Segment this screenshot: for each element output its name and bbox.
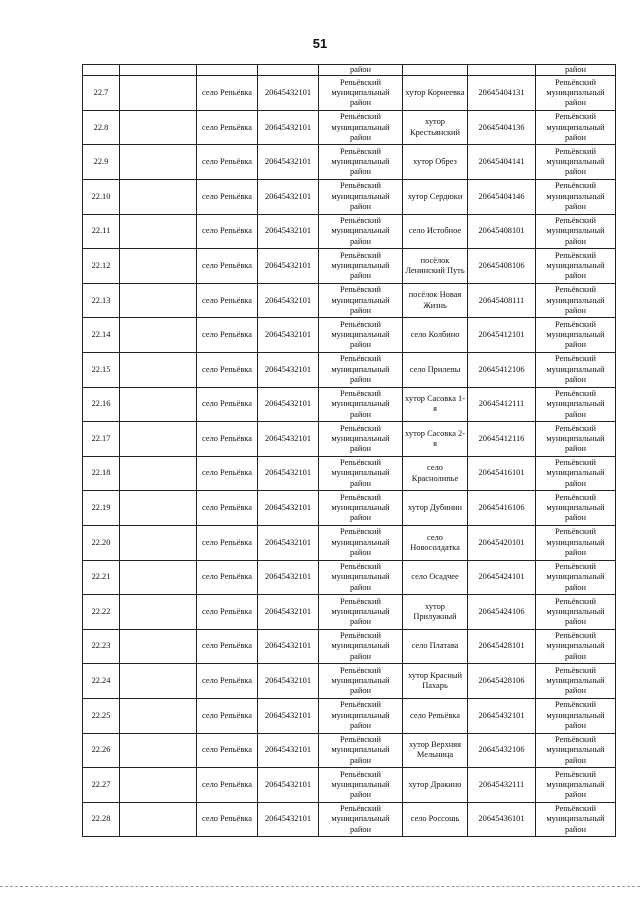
cell-settlement: село Репьёвка xyxy=(197,456,258,491)
cell-no: 22.18 xyxy=(83,456,120,491)
cell-empty xyxy=(120,353,197,388)
page-bottom-divider xyxy=(0,886,640,887)
cell-empty xyxy=(120,802,197,837)
cell-settlement: село Репьёвка xyxy=(197,629,258,664)
cell-empty xyxy=(120,76,197,111)
cell-locality-code: 20645408111 xyxy=(468,283,536,318)
table-row xyxy=(83,353,616,388)
cell-locality: село Новосолдатка xyxy=(403,526,468,561)
cell-empty xyxy=(120,491,197,526)
cell-district: Репьёвский муниципальный район xyxy=(319,387,403,422)
cell-empty xyxy=(120,145,197,180)
cell-district-right: Репьёвский муниципальный район xyxy=(536,249,616,284)
cell-oktmo: 20645432101 xyxy=(258,802,319,837)
cell-no: 22.7 xyxy=(83,76,120,111)
table-row xyxy=(83,145,616,180)
cell-oktmo: 20645432101 xyxy=(258,456,319,491)
cell-district-right: Репьёвский муниципальный район xyxy=(536,526,616,561)
cell-settlement: село Репьёвка xyxy=(197,145,258,180)
cell-locality: хутор Верхняя Мельница xyxy=(403,733,468,768)
cell-oktmo: 20645432101 xyxy=(258,733,319,768)
cell-oktmo: 20645432101 xyxy=(258,629,319,664)
cell-district-right: Репьёвский муниципальный район xyxy=(536,629,616,664)
cell-settlement: село Репьёвка xyxy=(197,802,258,837)
cell-empty xyxy=(120,387,197,422)
cell-no: 22.8 xyxy=(83,110,120,145)
cell-locality-code: 20645412101 xyxy=(468,318,536,353)
cell-district: Репьёвский муниципальный район xyxy=(319,595,403,630)
cell-district: Репьёвский муниципальный район xyxy=(319,456,403,491)
cell-no: 22.19 xyxy=(83,491,120,526)
cell-settlement: село Репьёвка xyxy=(197,664,258,699)
cell-district: Репьёвский муниципальный район xyxy=(319,664,403,699)
cell-district-right: Репьёвский муниципальный район xyxy=(536,560,616,595)
cell-settlement: село Репьёвка xyxy=(197,249,258,284)
cell-district: Репьёвский муниципальный район xyxy=(319,422,403,457)
cell-district: район xyxy=(319,65,403,76)
cell-district-right: Репьёвский муниципальный район xyxy=(536,214,616,249)
cell-locality xyxy=(403,65,468,76)
cell-district: Репьёвский муниципальный район xyxy=(319,180,403,215)
cell-no: 22.24 xyxy=(83,664,120,699)
cell-district-right: Репьёвский муниципальный район xyxy=(536,733,616,768)
cell-no xyxy=(83,65,120,76)
cell-oktmo: 20645432101 xyxy=(258,526,319,561)
cell-district-right: Репьёвский муниципальный район xyxy=(536,76,616,111)
cell-locality-code: 20645420101 xyxy=(468,526,536,561)
cell-settlement: село Репьёвка xyxy=(197,595,258,630)
cell-district: Репьёвский муниципальный район xyxy=(319,526,403,561)
table-row xyxy=(83,526,616,561)
cell-district: Репьёвский муниципальный район xyxy=(319,110,403,145)
cell-oktmo: 20645432101 xyxy=(258,664,319,699)
table-row xyxy=(83,491,616,526)
cell-locality: село Репьёвка xyxy=(403,698,468,733)
cell-empty xyxy=(120,733,197,768)
table-row-continuation xyxy=(83,65,616,76)
cell-locality-code: 20645404141 xyxy=(468,145,536,180)
table-body xyxy=(83,65,616,837)
cell-locality: село Истобное xyxy=(403,214,468,249)
cell-locality-code: 20645436101 xyxy=(468,802,536,837)
cell-empty xyxy=(120,595,197,630)
cell-oktmo: 20645432101 xyxy=(258,353,319,388)
cell-locality: хутор Сердюки xyxy=(403,180,468,215)
table-row xyxy=(83,768,616,803)
cell-locality-code: 20645432111 xyxy=(468,768,536,803)
cell-locality-code: 20645412106 xyxy=(468,353,536,388)
cell-district-right: Репьёвский муниципальный район xyxy=(536,595,616,630)
cell-locality: хутор Дубинин xyxy=(403,491,468,526)
cell-no: 22.23 xyxy=(83,629,120,664)
cell-empty xyxy=(120,456,197,491)
cell-no: 22.22 xyxy=(83,595,120,630)
table-row xyxy=(83,110,616,145)
cell-no: 22.14 xyxy=(83,318,120,353)
cell-locality: посёлок Новая Жизнь xyxy=(403,283,468,318)
cell-settlement: село Репьёвка xyxy=(197,526,258,561)
cell-district: Репьёвский муниципальный район xyxy=(319,76,403,111)
table-row xyxy=(83,76,616,111)
cell-empty xyxy=(120,318,197,353)
cell-empty xyxy=(120,180,197,215)
cell-oktmo: 20645432101 xyxy=(258,180,319,215)
table-row xyxy=(83,698,616,733)
settlements-table xyxy=(82,64,616,837)
cell-oktmo: 20645432101 xyxy=(258,387,319,422)
cell-empty xyxy=(120,629,197,664)
table-row xyxy=(83,560,616,595)
cell-locality-code: 20645412111 xyxy=(468,387,536,422)
cell-oktmo: 20645432101 xyxy=(258,595,319,630)
cell-oktmo: 20645432101 xyxy=(258,698,319,733)
table-row xyxy=(83,283,616,318)
cell-settlement: село Репьёвка xyxy=(197,387,258,422)
table-row xyxy=(83,595,616,630)
cell-district-right: Репьёвский муниципальный район xyxy=(536,353,616,388)
cell-settlement: село Репьёвка xyxy=(197,733,258,768)
cell-oktmo: 20645432101 xyxy=(258,214,319,249)
cell-empty xyxy=(120,283,197,318)
cell-no: 22.10 xyxy=(83,180,120,215)
table-row xyxy=(83,180,616,215)
cell-locality: хутор Дракино xyxy=(403,768,468,803)
cell-settlement: село Репьёвка xyxy=(197,214,258,249)
table-row xyxy=(83,422,616,457)
cell-oktmo: 20645432101 xyxy=(258,145,319,180)
cell-oktmo: 20645432101 xyxy=(258,283,319,318)
cell-no: 22.26 xyxy=(83,733,120,768)
cell-locality: хутор Корнеевка xyxy=(403,76,468,111)
cell-locality: село Прилепы xyxy=(403,353,468,388)
cell-locality-code: 20645408106 xyxy=(468,249,536,284)
cell-no: 22.11 xyxy=(83,214,120,249)
cell-locality-code: 20645404146 xyxy=(468,180,536,215)
cell-settlement: село Репьёвка xyxy=(197,353,258,388)
cell-no: 22.15 xyxy=(83,353,120,388)
cell-settlement: село Репьёвка xyxy=(197,110,258,145)
cell-locality: село Россошь xyxy=(403,802,468,837)
table-row xyxy=(83,456,616,491)
cell-district-right: Репьёвский муниципальный район xyxy=(536,664,616,699)
cell-oktmo xyxy=(258,65,319,76)
cell-locality-code: 20645428106 xyxy=(468,664,536,699)
cell-locality: хутор Сасовка 1-я xyxy=(403,387,468,422)
cell-locality: село Осадчее xyxy=(403,560,468,595)
cell-empty xyxy=(120,65,197,76)
cell-locality: хутор Прилужный xyxy=(403,595,468,630)
cell-settlement: село Репьёвка xyxy=(197,560,258,595)
cell-locality-code: 20645424106 xyxy=(468,595,536,630)
cell-district-right: Репьёвский муниципальный район xyxy=(536,110,616,145)
cell-settlement: село Репьёвка xyxy=(197,76,258,111)
cell-settlement: село Репьёвка xyxy=(197,180,258,215)
cell-empty xyxy=(120,664,197,699)
table-row xyxy=(83,249,616,284)
cell-oktmo: 20645432101 xyxy=(258,318,319,353)
cell-oktmo: 20645432101 xyxy=(258,422,319,457)
cell-district-right: Репьёвский муниципальный район xyxy=(536,318,616,353)
cell-locality-code xyxy=(468,65,536,76)
cell-district: Репьёвский муниципальный район xyxy=(319,802,403,837)
cell-oktmo: 20645432101 xyxy=(258,249,319,284)
cell-locality: хутор Сасовка 2-я xyxy=(403,422,468,457)
cell-settlement: село Репьёвка xyxy=(197,698,258,733)
cell-locality-code: 20645424101 xyxy=(468,560,536,595)
cell-no: 22.17 xyxy=(83,422,120,457)
cell-no: 22.27 xyxy=(83,768,120,803)
cell-district: Репьёвский муниципальный район xyxy=(319,145,403,180)
cell-oktmo: 20645432101 xyxy=(258,768,319,803)
cell-no: 22.25 xyxy=(83,698,120,733)
table-row xyxy=(83,387,616,422)
table-row xyxy=(83,318,616,353)
cell-locality-code: 20645416106 xyxy=(468,491,536,526)
cell-settlement xyxy=(197,65,258,76)
cell-district-right: Репьёвский муниципальный район xyxy=(536,387,616,422)
cell-no: 22.20 xyxy=(83,526,120,561)
table-row xyxy=(83,733,616,768)
cell-locality-code: 20645432101 xyxy=(468,698,536,733)
cell-empty xyxy=(120,698,197,733)
cell-settlement: село Репьёвка xyxy=(197,491,258,526)
cell-oktmo: 20645432101 xyxy=(258,76,319,111)
cell-district-right: район xyxy=(536,65,616,76)
cell-empty xyxy=(120,249,197,284)
cell-empty xyxy=(120,526,197,561)
table-row xyxy=(83,802,616,837)
cell-district-right: Репьёвский муниципальный район xyxy=(536,180,616,215)
table-row xyxy=(83,214,616,249)
cell-locality: село Краснолипье xyxy=(403,456,468,491)
cell-district: Репьёвский муниципальный район xyxy=(319,214,403,249)
cell-empty xyxy=(120,214,197,249)
cell-no: 22.28 xyxy=(83,802,120,837)
cell-district-right: Репьёвский муниципальный район xyxy=(536,802,616,837)
cell-locality-code: 20645428101 xyxy=(468,629,536,664)
cell-district: Репьёвский муниципальный район xyxy=(319,768,403,803)
cell-district-right: Репьёвский муниципальный район xyxy=(536,698,616,733)
cell-district-right: Репьёвский муниципальный район xyxy=(536,283,616,318)
cell-district: Репьёвский муниципальный район xyxy=(319,318,403,353)
cell-district-right: Репьёвский муниципальный район xyxy=(536,456,616,491)
cell-no: 22.12 xyxy=(83,249,120,284)
cell-locality-code: 20645416101 xyxy=(468,456,536,491)
cell-district: Репьёвский муниципальный район xyxy=(319,560,403,595)
cell-locality-code: 20645404136 xyxy=(468,110,536,145)
cell-district: Репьёвский муниципальный район xyxy=(319,491,403,526)
cell-settlement: село Репьёвка xyxy=(197,768,258,803)
cell-locality: хутор Крестьянский xyxy=(403,110,468,145)
cell-locality-code: 20645404131 xyxy=(468,76,536,111)
cell-oktmo: 20645432101 xyxy=(258,491,319,526)
cell-locality-code: 20645408101 xyxy=(468,214,536,249)
cell-district-right: Репьёвский муниципальный район xyxy=(536,491,616,526)
cell-empty xyxy=(120,560,197,595)
cell-settlement: село Репьёвка xyxy=(197,283,258,318)
cell-district-right: Репьёвский муниципальный район xyxy=(536,422,616,457)
cell-district: Репьёвский муниципальный район xyxy=(319,283,403,318)
table-row xyxy=(83,664,616,699)
cell-district-right: Репьёвский муниципальный район xyxy=(536,768,616,803)
cell-locality-code: 20645432106 xyxy=(468,733,536,768)
cell-no: 22.16 xyxy=(83,387,120,422)
cell-oktmo: 20645432101 xyxy=(258,560,319,595)
cell-empty xyxy=(120,768,197,803)
cell-district: Репьёвский муниципальный район xyxy=(319,698,403,733)
cell-district: Репьёвский муниципальный район xyxy=(319,629,403,664)
cell-district: Репьёвский муниципальный район xyxy=(319,733,403,768)
page-number: 51 xyxy=(312,36,328,51)
cell-district: Репьёвский муниципальный район xyxy=(319,249,403,284)
cell-locality: село Платава xyxy=(403,629,468,664)
cell-settlement: село Репьёвка xyxy=(197,318,258,353)
cell-empty xyxy=(120,422,197,457)
cell-locality: село Колбино xyxy=(403,318,468,353)
cell-settlement: село Репьёвка xyxy=(197,422,258,457)
cell-locality: хутор Красный Пахарь xyxy=(403,664,468,699)
cell-no: 22.13 xyxy=(83,283,120,318)
cell-locality-code: 20645412116 xyxy=(468,422,536,457)
cell-oktmo: 20645432101 xyxy=(258,110,319,145)
cell-locality: посёлок Ленинский Путь xyxy=(403,249,468,284)
cell-district-right: Репьёвский муниципальный район xyxy=(536,145,616,180)
cell-empty xyxy=(120,110,197,145)
cell-no: 22.21 xyxy=(83,560,120,595)
cell-no: 22.9 xyxy=(83,145,120,180)
cell-locality: хутор Обрез xyxy=(403,145,468,180)
cell-district: Репьёвский муниципальный район xyxy=(319,353,403,388)
table-row xyxy=(83,629,616,664)
